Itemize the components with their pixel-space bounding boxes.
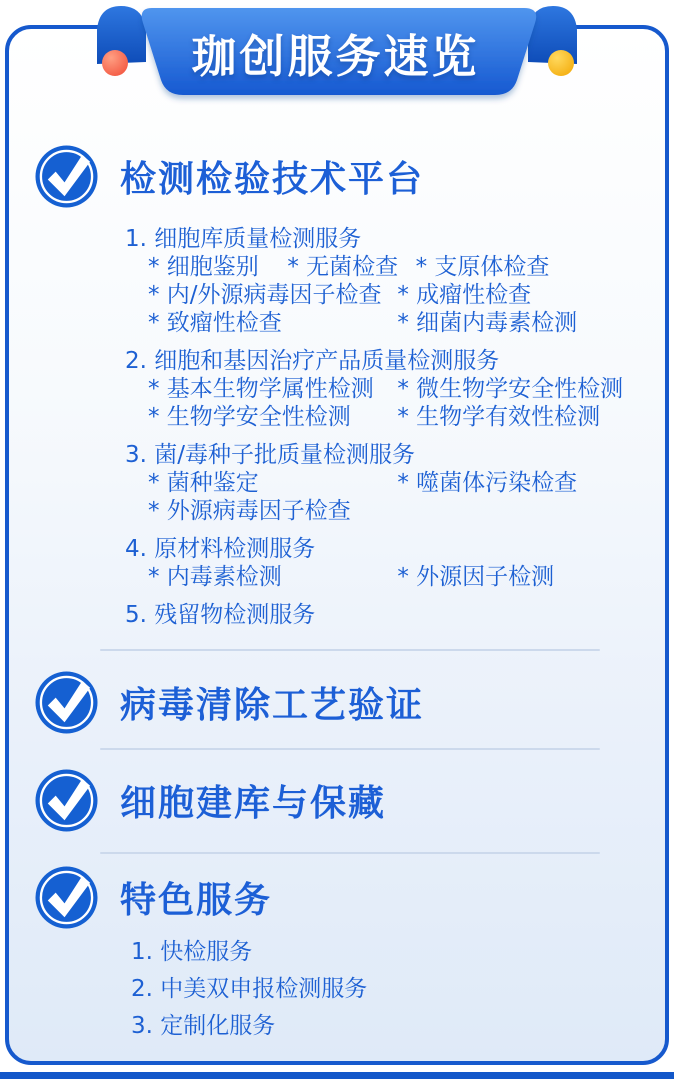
service-group-label: 5. 残留物检测服务 <box>125 602 316 628</box>
service-group-label: 4. 原材料检测服务 <box>125 536 316 562</box>
platform-service-list <box>0 225 674 629</box>
section-title: 病毒清除工艺验证 <box>120 684 425 726</box>
service-item: * 成瘤性检查 <box>397 282 532 308</box>
section-divider <box>100 748 600 750</box>
service-row <box>148 497 674 525</box>
section-title: 特色服务 <box>120 879 273 921</box>
service-item: * 无菌检查 <box>287 254 399 280</box>
service-row <box>148 563 674 591</box>
service-group-label: 1. 细胞库质量检测服务 <box>125 226 362 252</box>
service-group <box>0 441 674 525</box>
service-group-label: 2. 细胞和基因治疗产品质量检测服务 <box>125 348 500 374</box>
section-testing-platform <box>35 144 424 208</box>
bottom-accent-bar <box>0 1072 674 1079</box>
yellow-dot-icon <box>548 50 574 76</box>
list-item: 2. 中美双申报检测服务 <box>131 976 368 1002</box>
service-group <box>0 347 674 431</box>
special-service-list <box>131 940 367 1051</box>
service-item: * 生物学安全性检测 <box>148 404 351 430</box>
service-item: * 噬菌体污染检查 <box>397 470 578 496</box>
list-item: 1. 快检服务 <box>131 939 253 965</box>
service-item: * 致瘤性检查 <box>148 310 282 336</box>
section-special-services <box>35 865 272 929</box>
service-item: * 内毒素检测 <box>148 564 282 590</box>
service-group-label: 3. 菌/毒种子批质量检测服务 <box>125 442 416 468</box>
check-circle-icon <box>35 145 98 208</box>
service-item: * 细胞鉴别 <box>148 254 259 280</box>
service-row <box>148 469 674 497</box>
service-item: * 支原体检查 <box>415 254 550 280</box>
service-row <box>148 309 674 337</box>
service-item: * 生物学有效性检测 <box>397 404 601 430</box>
check-circle-icon <box>35 671 98 734</box>
check-circle-icon <box>35 866 98 929</box>
section-cell-banking <box>35 768 386 832</box>
service-row <box>148 281 674 309</box>
red-dot-icon <box>102 50 128 76</box>
service-row <box>148 375 674 403</box>
service-item: * 外源病毒因子检查 <box>148 498 351 524</box>
section-divider <box>100 649 600 651</box>
service-item: * 微生物学安全性检测 <box>397 376 624 402</box>
service-item: * 基本生物学属性检测 <box>148 376 374 402</box>
service-item: * 外源因子检测 <box>397 564 555 590</box>
check-circle-icon <box>35 769 98 832</box>
service-group <box>0 535 674 591</box>
section-title: 细胞建库与保藏 <box>120 782 387 824</box>
service-row <box>148 403 674 431</box>
banner-title: 珈创服务速览 <box>191 29 480 83</box>
section-title: 检测检验技术平台 <box>120 158 425 200</box>
section-divider <box>100 852 600 854</box>
service-item: * 内/外源病毒因子检查 <box>148 282 382 308</box>
section-virus-clearance <box>35 670 424 734</box>
list-item: 3. 定制化服务 <box>131 1013 276 1039</box>
service-group <box>0 601 674 629</box>
service-row <box>148 253 674 281</box>
service-group <box>0 225 674 337</box>
service-item: * 菌种鉴定 <box>148 470 259 496</box>
service-item: * 细菌内毒素检测 <box>397 310 578 336</box>
